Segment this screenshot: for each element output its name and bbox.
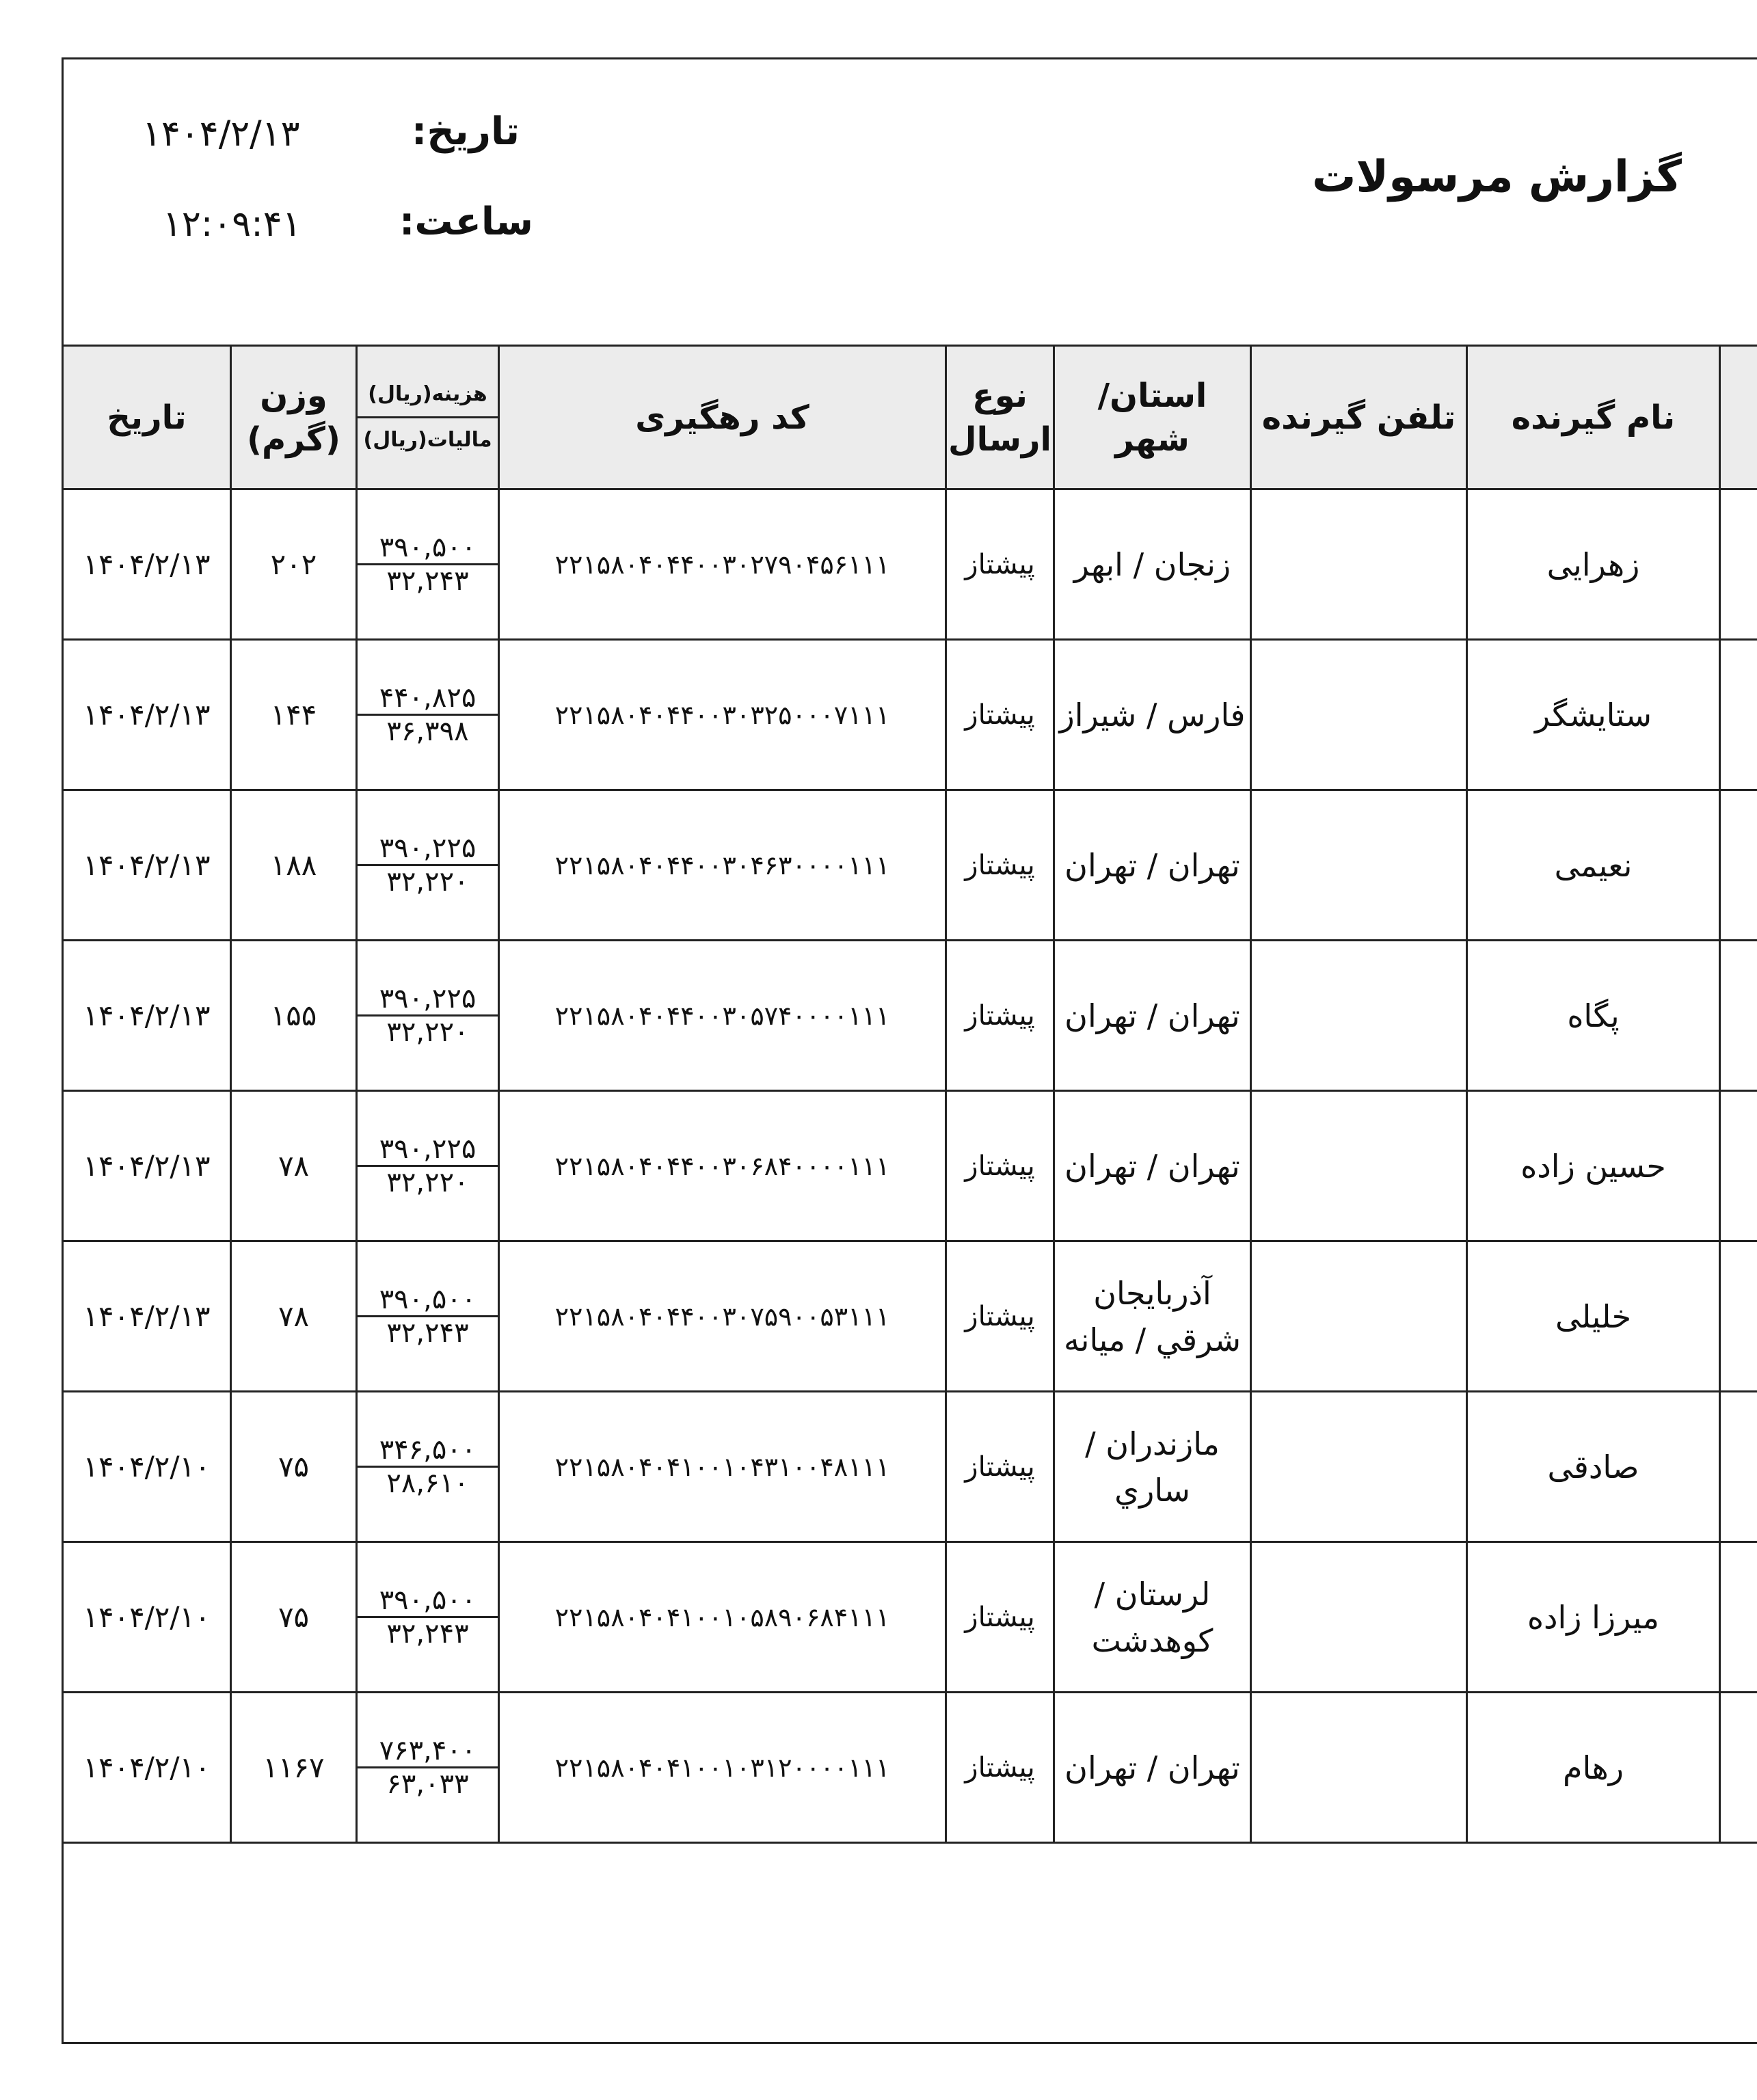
cell-cost: ۳۹۰,۵۰۰ (358, 1284, 498, 1317)
cell-province-city: تهران / تهران (1054, 1693, 1251, 1843)
cell-send-type: پیشتاز (946, 1542, 1054, 1693)
cell-cost-tax (357, 1542, 499, 1693)
cell-cost: ۷۶۳,۴۰۰ (358, 1735, 498, 1768)
cell-send-type: پیشتاز (946, 790, 1054, 941)
cell-province-city: آذربایجان شرقي / میانه (1054, 1241, 1251, 1392)
table-row (63, 1693, 1757, 1843)
cell-tax: ۳۲,۲۴۳ (386, 1618, 469, 1650)
cell-cost: ۳۹۰,۵۰۰ (358, 532, 498, 565)
cell-recipient-name: خلیلی (1467, 1241, 1720, 1392)
cell-weight: ۷۵ (231, 1542, 357, 1693)
cell-send-type: پیشتاز (946, 489, 1054, 640)
cell-province-city: زنجان / ابهر (1054, 489, 1251, 640)
cell-tax: ۳۲,۲۴۳ (386, 1317, 469, 1349)
cell-send-type: پیشتاز (946, 1241, 1054, 1392)
cell-tracking-code: ۲۲۱۵۸۰۴۰۴۴۰۰۳۰۴۶۳۰۰۰۰۱۱۱ (499, 790, 946, 941)
cell-send-type: پیشتاز (946, 640, 1054, 790)
cell-recipient-name: ستایشگر (1467, 640, 1720, 790)
cell-recipient-name: رهام (1467, 1693, 1720, 1843)
cell-cost-tax (357, 941, 499, 1091)
cell-tracking-code: ۲۲۱۵۸۰۴۰۴۱۰۰۱۰۴۳۱۰۰۴۸۱۱۱ (499, 1392, 946, 1542)
cell-tax: ۶۳,۰۳۳ (386, 1768, 469, 1800)
cell-weight: ۱۴۴ (231, 640, 357, 790)
cell-cost-tax (357, 1392, 499, 1542)
cell-recipient-name: زهرایی (1467, 489, 1720, 640)
cell-cost-tax (357, 489, 499, 640)
cell-extra (1720, 489, 1757, 640)
cell-cost: ۳۴۶,۵۰۰ (358, 1434, 498, 1468)
cell-tracking-code: ۲۲۱۵۸۰۴۰۴۴۰۰۳۰۶۸۴۰۰۰۰۱۱۱ (499, 1091, 946, 1241)
cell-province-city: لرستان / کوهدشت (1054, 1542, 1251, 1693)
cell-tracking-code: ۲۲۱۵۸۰۴۰۴۴۰۰۳۰۷۵۹۰۰۵۳۱۱۱ (499, 1241, 946, 1392)
cell-tax: ۳۶,۳۹۸ (386, 716, 469, 747)
col-send-type: نوع ارسال (946, 346, 1054, 489)
cell-date: ۱۴۰۴/۲/۱۳ (63, 1241, 231, 1392)
cell-weight: ۷۸ (231, 1241, 357, 1392)
cell-cost-tax (357, 640, 499, 790)
cell-tax: ۲۸,۶۱۰ (386, 1468, 469, 1499)
cell-extra (1720, 790, 1757, 941)
shipments-table (62, 345, 1757, 1844)
cell-weight: ۱۱۶۷ (231, 1693, 357, 1843)
cell-tracking-code: ۲۲۱۵۸۰۴۰۴۴۰۰۳۰۵۷۴۰۰۰۰۱۱۱ (499, 941, 946, 1091)
cell-tax: ۳۲,۲۲۰ (386, 1167, 469, 1198)
cell-cost: ۳۹۰,۲۲۵ (358, 983, 498, 1017)
cell-weight: ۷۵ (231, 1392, 357, 1542)
cell-recipient-name: حسین زاده (1467, 1091, 1720, 1241)
cell-cost: ۳۹۰,۵۰۰ (358, 1585, 498, 1618)
cell-tracking-code: ۲۲۱۵۸۰۴۰۴۱۰۰۱۰۳۱۲۰۰۰۰۱۱۱ (499, 1693, 946, 1843)
cell-tax: ۳۲,۲۲۰ (386, 1017, 469, 1048)
cell-weight: ۱۵۵ (231, 941, 357, 1091)
cell-send-type: پیشتاز (946, 1392, 1054, 1542)
cell-extra (1720, 1091, 1757, 1241)
cell-date: ۱۴۰۴/۲/۱۳ (63, 1091, 231, 1241)
cell-province-city: فارس / شیراز (1054, 640, 1251, 790)
cell-province-city: تهران / تهران (1054, 1091, 1251, 1241)
cell-tax: ۳۲,۲۴۳ (386, 565, 469, 597)
cell-date: ۱۴۰۴/۲/۱۳ (63, 790, 231, 941)
cell-extra (1720, 1241, 1757, 1392)
table-row (63, 640, 1757, 790)
table-row (63, 1241, 1757, 1392)
cell-cost-tax (357, 1091, 499, 1241)
cell-weight: ۲۰۲ (231, 489, 357, 640)
cell-tracking-code: ۲۲۱۵۸۰۴۰۴۱۰۰۱۰۵۸۹۰۶۸۴۱۱۱ (499, 1542, 946, 1693)
cell-recipient-name: صادقی (1467, 1392, 1720, 1542)
cell-extra (1720, 640, 1757, 790)
cell-weight: ۱۸۸ (231, 790, 357, 941)
cell-recipient-phone (1251, 1542, 1467, 1693)
col-tracking-code: کد رهگیری (499, 346, 946, 489)
date-label: تاریخ: (411, 109, 520, 154)
cell-cost: ۴۴۰,۸۲۵ (358, 682, 498, 716)
cell-recipient-phone (1251, 790, 1467, 941)
cell-tracking-code: ۲۲۱۵۸۰۴۰۴۴۰۰۳۰۲۷۹۰۴۵۶۱۱۱ (499, 489, 946, 640)
date-value: ۱۴۰۴/۲/۱۳ (142, 113, 300, 154)
cell-date: ۱۴۰۴/۲/۱۰ (63, 1542, 231, 1693)
cell-tracking-code: ۲۲۱۵۸۰۴۰۴۴۰۰۳۰۳۲۵۰۰۰۷۱۱۱ (499, 640, 946, 790)
cell-extra (1720, 1542, 1757, 1693)
col-province-city: استان/ شهر (1054, 346, 1251, 489)
cell-weight: ۷۸ (231, 1091, 357, 1241)
cell-recipient-phone (1251, 1091, 1467, 1241)
cell-send-type: پیشتاز (946, 1693, 1054, 1843)
cell-recipient-name: میرزا زاده (1467, 1542, 1720, 1693)
cell-recipient-name: پگاه (1467, 941, 1720, 1091)
col-recipient-phone: تلفن گیرنده (1251, 346, 1467, 489)
col-recipient-name: نام گیرنده (1467, 346, 1720, 489)
table-row (63, 790, 1757, 941)
col-date: تاریخ (63, 346, 231, 489)
table-header-row (63, 346, 1757, 489)
cell-date: ۱۴۰۴/۲/۱۳ (63, 941, 231, 1091)
cell-province-city: مازندران / ساري (1054, 1392, 1251, 1542)
cell-recipient-phone (1251, 941, 1467, 1091)
cell-cost: ۳۹۰,۲۲۵ (358, 1133, 498, 1167)
cell-extra (1720, 1693, 1757, 1843)
cell-date: ۱۴۰۴/۲/۱۰ (63, 1392, 231, 1542)
cell-tax: ۳۲,۲۲۰ (386, 866, 469, 898)
cell-cost-tax (357, 1693, 499, 1843)
cell-extra (1720, 1392, 1757, 1542)
cell-recipient-phone (1251, 489, 1467, 640)
cell-province-city: تهران / تهران (1054, 941, 1251, 1091)
cell-date: ۱۴۰۴/۲/۱۳ (63, 640, 231, 790)
cell-cost: ۳۹۰,۲۲۵ (358, 833, 498, 866)
cell-recipient-phone (1251, 1241, 1467, 1392)
cell-province-city: تهران / تهران (1054, 790, 1251, 941)
report-title: گزارش مرسولات (1312, 152, 1682, 202)
col-weight: وزن (گرم) (231, 346, 357, 489)
time-label: ساعت: (399, 200, 533, 244)
table-row (63, 1392, 1757, 1542)
cell-send-type: پیشتاز (946, 941, 1054, 1091)
cell-recipient-phone (1251, 640, 1467, 790)
col-cost: هزینه(ریال) (358, 373, 498, 418)
cell-send-type: پیشتاز (946, 1091, 1054, 1241)
table-row (63, 1091, 1757, 1241)
cell-recipient-phone (1251, 1693, 1467, 1843)
cell-date: ۱۴۰۴/۲/۱۰ (63, 1693, 231, 1843)
cell-recipient-phone (1251, 1392, 1467, 1542)
cell-cost-tax (357, 1241, 499, 1392)
col-extra (1720, 346, 1757, 489)
col-cost-tax (357, 346, 499, 489)
cell-recipient-name: نعیمی (1467, 790, 1720, 941)
col-tax: مالیات(ریال) (363, 428, 492, 452)
cell-extra (1720, 941, 1757, 1091)
time-value: ۱۲:۰۹:۴۱ (163, 204, 301, 245)
table-row (63, 489, 1757, 640)
table-row (63, 1542, 1757, 1693)
cell-date: ۱۴۰۴/۲/۱۳ (63, 489, 231, 640)
table-row (63, 941, 1757, 1091)
cell-cost-tax (357, 790, 499, 941)
